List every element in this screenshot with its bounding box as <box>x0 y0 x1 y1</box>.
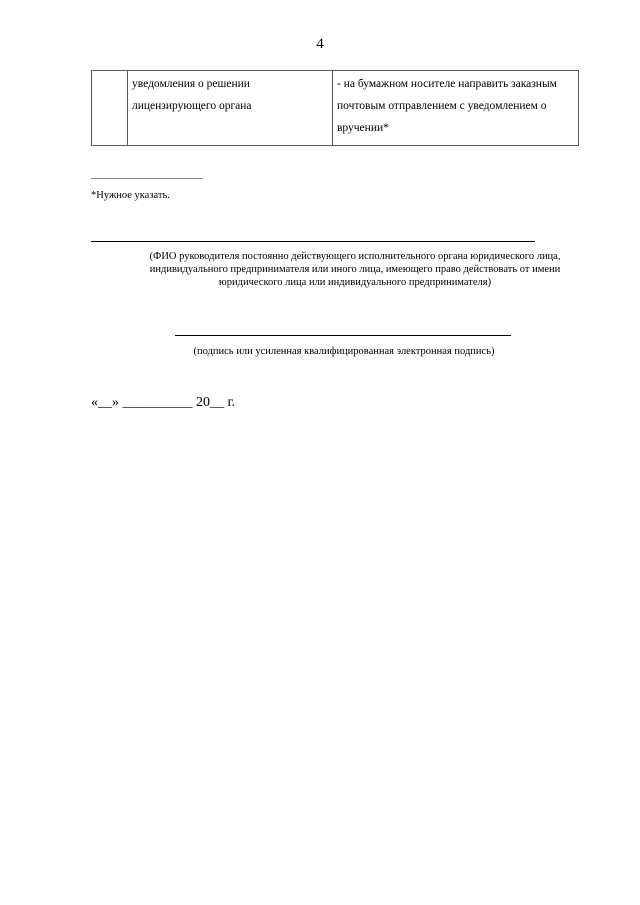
footnote-divider <box>91 178 203 179</box>
table-row <box>92 71 579 146</box>
subject-cell: уведомления о решении лицензирующего органа <box>128 71 333 146</box>
fio-blank-line <box>91 241 535 242</box>
delivery-method-cell: - на бумажном носителе направить заказным почтовым отправлением с уведомлением о вручении* <box>333 71 579 146</box>
date-line: «__» __________ 20__ г. <box>91 395 236 410</box>
footnote: *Нужное указать. <box>91 190 170 201</box>
fio-caption: (ФИО руководителя постоянно действующего исполнительного органа юридического лица, индивидуального предпринимателя или иного лица, имеющего право действовать от имени юридического лица или индивидуального предпринимателя) <box>149 251 561 288</box>
row-number-cell <box>92 71 128 146</box>
signature-blank-line <box>175 335 511 336</box>
signature-caption: (подпись или усиленная квалифицированная электронная подпись) <box>193 346 495 357</box>
notice-method-table <box>91 70 579 146</box>
page-number: 4 <box>316 36 324 52</box>
